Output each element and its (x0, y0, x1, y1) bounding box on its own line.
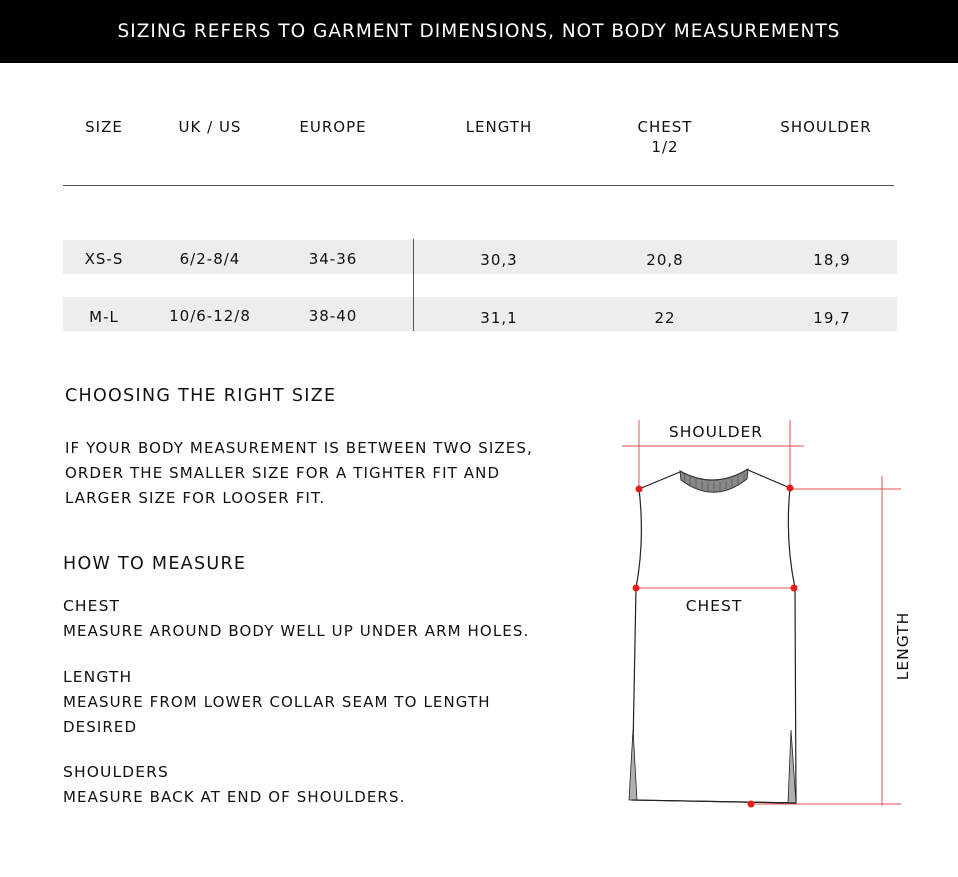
cell-europe: 38-40 (308, 307, 358, 325)
shoulder-left-point (636, 486, 643, 493)
length-label: LENGTH (894, 611, 912, 681)
cell-length: 31,1 (480, 309, 518, 327)
cell-size: M-L (89, 308, 119, 326)
header-shoulder: SHOULDER (780, 118, 872, 136)
shoulder-right-point (787, 485, 794, 492)
cell-uk-us: 6/2-8/4 (179, 250, 241, 268)
header-europe: EUROPE (299, 118, 367, 136)
cell-size: XS-S (84, 250, 124, 268)
hem-point (748, 801, 755, 808)
cell-chest: 22 (654, 309, 676, 327)
cell-length: 30,3 (480, 251, 518, 269)
header-size: SIZE (85, 118, 123, 136)
length-instruction: MEASURE FROM LOWER COLLAR SEAM TO LENGTH DESIRED (63, 693, 491, 736)
chest-heading: CHEST (63, 597, 121, 615)
cell-uk-us: 10/6-12/8 (169, 307, 251, 325)
choosing-text: IF YOUR BODY MEASUREMENT IS BETWEEN TWO SIZES, ORDER THE SMALLER SIZE FOR A TIGHTER FIT AND LARGER SIZE FOR LOOSER FIT. (65, 439, 533, 507)
length-heading: LENGTH (63, 668, 133, 686)
header-chest: CHEST 1/2 (637, 118, 693, 156)
header-length: LENGTH (465, 118, 533, 136)
cell-chest: 20,8 (646, 251, 684, 269)
chest-label: CHEST (685, 597, 743, 615)
banner-text: SIZING REFERS TO GARMENT DIMENSIONS, NOT BODY MEASUREMENTS (117, 21, 841, 42)
chest-left-point (633, 585, 640, 592)
chest-right-point (791, 585, 798, 592)
chest-instruction: MEASURE AROUND BODY WELL UP UNDER ARM HOLES. (63, 622, 530, 640)
how-to-measure-title: HOW TO MEASURE (63, 554, 247, 574)
header-uk-us: UK / US (178, 118, 242, 136)
cell-shoulder: 18,9 (813, 251, 851, 269)
choosing-title: CHOOSING THE RIGHT SIZE (65, 386, 337, 406)
cell-shoulder: 19,7 (813, 309, 851, 327)
shoulders-heading: SHOULDERS (63, 763, 169, 781)
shoulders-instruction: MEASURE BACK AT END OF SHOULDERS. (63, 788, 406, 806)
tank-top-shape (629, 470, 796, 803)
shoulder-label: SHOULDER (668, 423, 764, 441)
cell-europe: 34-36 (308, 250, 358, 268)
